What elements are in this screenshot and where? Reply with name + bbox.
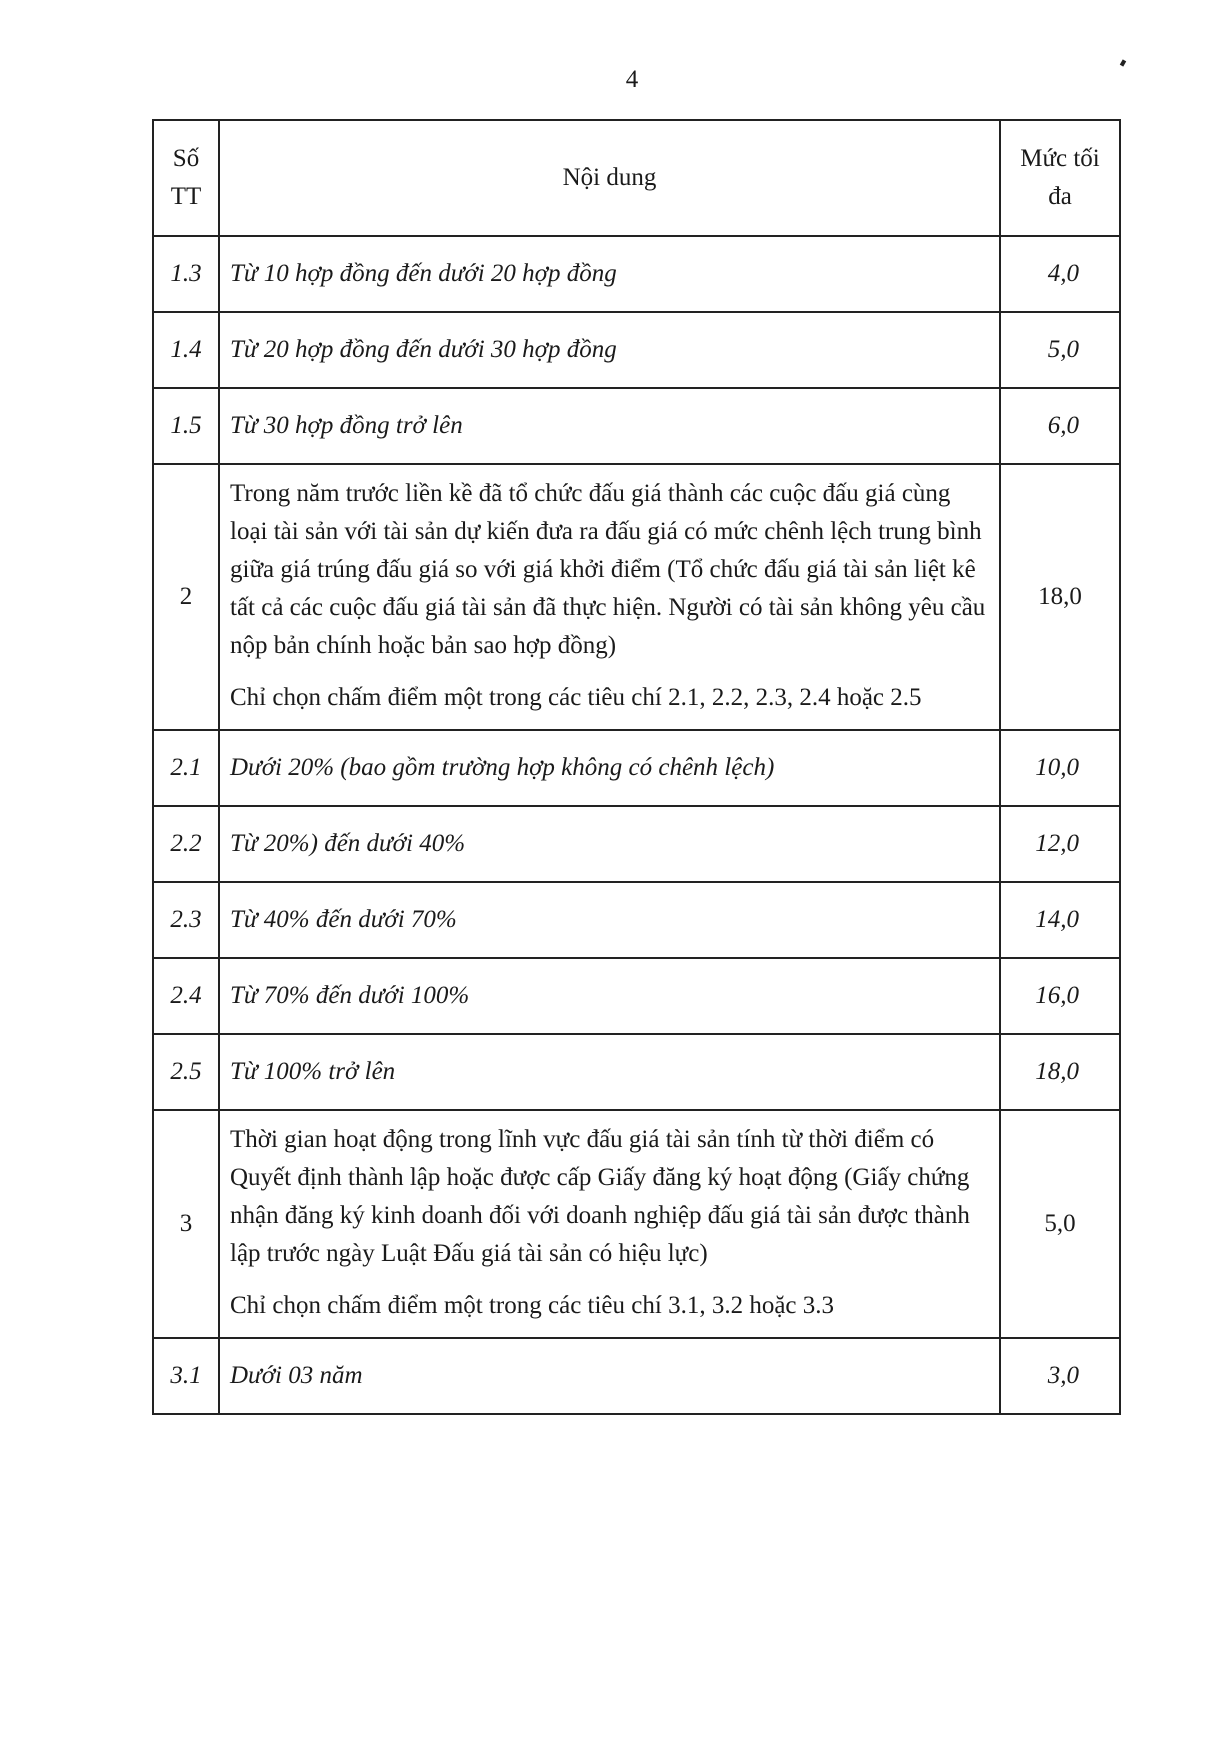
- row-number: 2.3: [153, 882, 219, 958]
- table-row: [153, 1034, 1120, 1110]
- row-content: Trong năm trước liền kề đã tổ chức đấu giá thành các cuộc đấu giá cùng loại tài sản với tài sản dự kiến đưa ra đấu giá có mức chênh lệch trung bình giữa giá trúng đấu giá so với giá khởi điểm (Tổ chức đấu giá tài sản liệt kê tất cả các cuộc đấu giá tài sản đã thực hiện. Người có tài sản không yêu cầu nộp bản chính hoặc bản sao hợp đồng): [230, 480, 986, 659]
- row-score: 16,0: [1000, 958, 1120, 1034]
- header-score: [1000, 120, 1120, 236]
- row-number: 3.1: [153, 1338, 219, 1414]
- row-number: 2.1: [153, 730, 219, 806]
- header-number-line1: Số: [172, 145, 200, 172]
- header-content: Nội dung: [219, 120, 1000, 236]
- table-row: [153, 236, 1120, 312]
- row-content: Từ 20 hợp đồng đến dưới 30 hợp đồng: [219, 312, 1000, 388]
- row-score: 18,0: [1000, 1034, 1120, 1110]
- row-content: Dưới 20% (bao gồm trường hợp không có chênh lệch): [219, 730, 1000, 806]
- row-number: 3: [153, 1110, 219, 1338]
- row-score: 12,0: [1000, 806, 1120, 882]
- row-content-cell: [219, 1110, 1000, 1338]
- table-row: [153, 1110, 1120, 1338]
- row-content: Từ 40% đến dưới 70%: [219, 882, 1000, 958]
- row-number: 2.5: [153, 1034, 219, 1110]
- table-row: [153, 464, 1120, 730]
- row-note: Chỉ chọn chấm điểm một trong các tiêu chí 2.1, 2.2, 2.3, 2.4 hoặc 2.5: [230, 684, 922, 711]
- row-content: Dưới 03 năm: [219, 1338, 1000, 1414]
- row-content-cell: [219, 464, 1000, 730]
- row-score: 10,0: [1000, 730, 1120, 806]
- row-score: 3,0: [1000, 1338, 1120, 1414]
- row-content: Từ 70% đến dưới 100%: [219, 958, 1000, 1034]
- header-score-line2: đa: [1048, 183, 1072, 210]
- row-content: Từ 10 hợp đồng đến dưới 20 hợp đồng: [219, 236, 1000, 312]
- page-number: 4: [625, 66, 639, 93]
- row-number: 2: [153, 464, 219, 730]
- table-header-row: [153, 120, 1120, 236]
- row-content: Từ 20%) đến dưới 40%: [219, 806, 1000, 882]
- row-score: 18,0: [1000, 464, 1120, 730]
- table-row: [153, 388, 1120, 464]
- row-score: 5,0: [1000, 312, 1120, 388]
- row-number: 1.4: [153, 312, 219, 388]
- row-score: 5,0: [1000, 1110, 1120, 1338]
- row-score: 4,0: [1000, 236, 1120, 312]
- row-number: 1.3: [153, 236, 219, 312]
- table-row: [153, 958, 1120, 1034]
- table-row: [153, 882, 1120, 958]
- row-score: 6,0: [1000, 388, 1120, 464]
- row-content: Từ 100% trở lên: [219, 1034, 1000, 1110]
- row-content: Từ 30 hợp đồng trở lên: [219, 388, 1000, 464]
- row-content: Thời gian hoạt động trong lĩnh vực đấu giá tài sản tính từ thời điểm có Quyết định thành lập hoặc được cấp Giấy đăng ký hoạt động (Giấy chứng nhận đăng ký kinh doanh đối với doanh nghiệp đấu giá tài sản được thành lập trước ngày Luật Đấu giá tài sản có hiệu lực): [230, 1126, 970, 1267]
- header-score-line1: Mức tối: [1020, 145, 1100, 172]
- row-number: 1.5: [153, 388, 219, 464]
- criteria-table: [152, 119, 1121, 1415]
- row-note: Chỉ chọn chấm điểm một trong các tiêu chí 3.1, 3.2 hoặc 3.3: [230, 1292, 835, 1319]
- table-row: [153, 806, 1120, 882]
- row-number: 2.2: [153, 806, 219, 882]
- table-row: [153, 730, 1120, 806]
- table-row: [153, 1338, 1120, 1414]
- row-number: 2.4: [153, 958, 219, 1034]
- header-number: [153, 120, 219, 236]
- header-number-line2: TT: [170, 183, 202, 210]
- table-row: [153, 312, 1120, 388]
- row-score: 14,0: [1000, 882, 1120, 958]
